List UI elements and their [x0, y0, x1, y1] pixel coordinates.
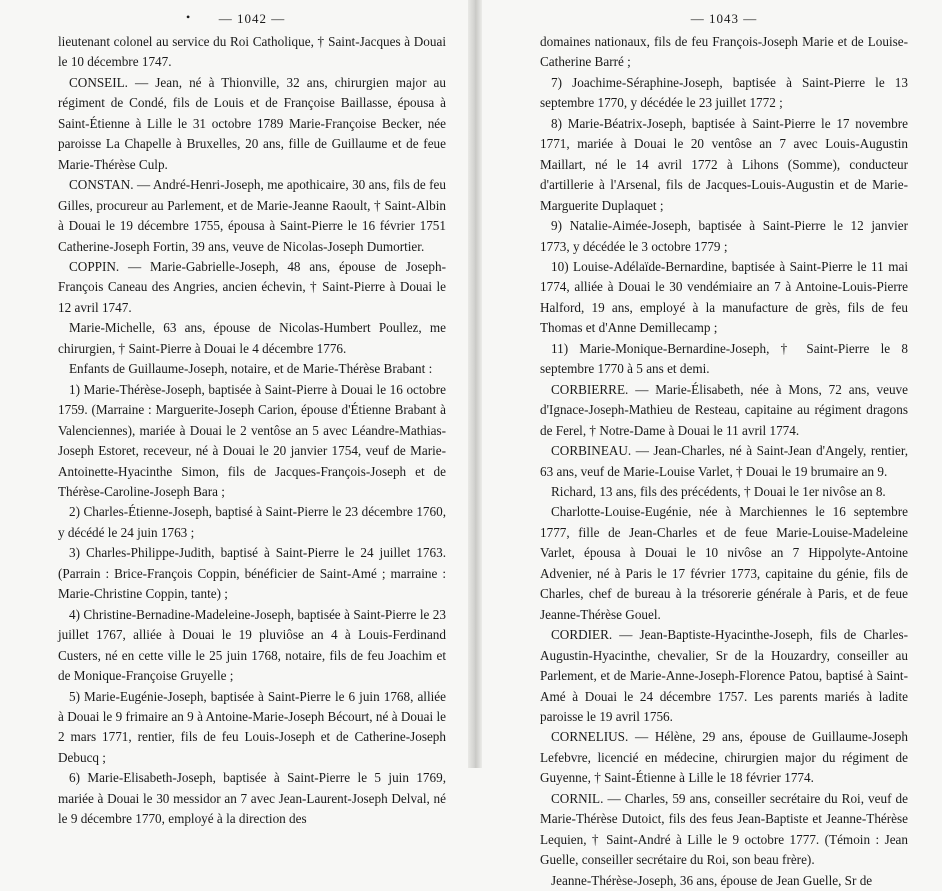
- paragraph: 10) Louise-Adélaïde-Bernardine, baptisée à Saint-Pierre le 11 mai 1774, alliée à Douai le 30 vendémiaire an 7 à Antoine-Louis-Pierre Halford, 19 ans, employé à la manufacture de grès, fils de feu Thomas et d'Anne Demillecamp ;: [540, 258, 908, 336]
- paragraph: CORDIER. — Jean-Baptiste-Hyacinthe-Joseph, fils de Charles-Augustin-Hyacinthe, chevalier, Sr de la Houzardry, conseiller au Parlement, et de Marie-Anne-Joseph-Florence Patou, baptisé à Saint-Amé à Douai le 24 décembre 1757. Les parents mariés à ladite paroisse le 19 avril 1756.: [540, 627, 908, 724]
- paragraph: 7) Joachime-Séraphine-Joseph, baptisée à Saint-Pierre le 13 septembre 1770, y décédée le 23 juillet 1772 ;: [540, 74, 908, 111]
- left-page: [58, 8, 446, 827]
- paragraph: 1) Marie-Thérèse-Joseph, baptisée à Saint-Pierre à Douai le 16 octobre 1759. (Marraine : Marguerite-Joseph Carion, épouse d'Étienne Brabant à Valenciennes), mariée à Douai le 2 ventôse an 5 avec Léandre-Mathias-Joseph Estoret, receveur, né à Douai le 20 janvier 1754, veuf de Marie-Antoinette-Hyacinthe Simon, fils de Jacques-François-Joseph et de Thérèse-Caroline-Joseph Bara ;: [58, 381, 446, 499]
- paragraph: CORBIERRE. — Marie-Élisabeth, née à Mons, 72 ans, veuve d'Ignace-Joseph-Mathieu de Resteau, capitaine au régiment dragons de Ferel, † Notre-Dame à Douai le 11 avril 1774.: [540, 381, 908, 438]
- paragraph: Richard, 13 ans, fils des précédents, † Douai le 1er nivôse an 8.: [551, 483, 886, 499]
- paragraph: CORBINEAU. — Jean-Charles, né à Saint-Jean d'Angely, rentier, 63 ans, veuf de Marie-Louise Varlet, † Douai le 19 brumaire an 9.: [540, 443, 908, 479]
- paragraph: CORNIL. — Charles, 59 ans, conseiller secrétaire du Roi, veuf de Marie-Thérèse Dutoict, fils des feus Jean-Baptiste et Jeanne-Thérèse Lequien, † Saint-André à Lille le 9 octobre 1777. (Témoin : Jean Guelle, conseiller secrétaire du Roi, son beau frère).: [540, 790, 908, 868]
- paragraph: Marie-Michelle, 63 ans, épouse de Nicolas-Humbert Poullez, me chirurgien, † Saint-Pierre à Douai le 4 décembre 1776.: [58, 320, 446, 356]
- right-page-body: [540, 32, 908, 891]
- paragraph: 2) Charles-Étienne-Joseph, baptisé à Saint-Pierre le 23 décembre 1760, y décédé le 24 juin 1763 ;: [58, 504, 446, 540]
- paragraph: 3) Charles-Philippe-Judith, baptisé à Saint-Pierre le 24 juillet 1763. (Parrain : Brice-François Coppin, bénéficier de Saint-Amé ; marraine : Marie-Christine Coppin, tante) ;: [58, 545, 446, 602]
- paragraph: COPPIN. — Marie-Gabrielle-Joseph, 48 ans, épouse de Joseph-François Caneau des Angries, ancien échevin, † Saint-Pierre à Douai le 12 avril 1747.: [58, 258, 446, 315]
- book-gutter: [468, 0, 482, 768]
- paragraph: Enfants de Guillaume-Joseph, notaire, et de Marie-Thérèse Brabant :: [69, 361, 433, 377]
- paragraph: lieutenant colonel au service du Roi Catholique, † Saint-Jacques à Douai le 10 décembre 1747.: [58, 34, 446, 70]
- left-page-number: — 1042 —: [218, 11, 286, 26]
- right-page-number: — 1043 —: [690, 11, 758, 26]
- left-page-body: [58, 32, 446, 830]
- paragraph: 4) Christine-Bernadine-Madeleine-Joseph, baptisée à Saint-Pierre le 23 juillet 1767, alliée à Douai le 19 pluviôse an 4 à Louis-Ferdinand Custers, né en cette ville le 25 juin 1768, notaire, fils de feu Joachim et de Monique-Françoise Gruyelle ;: [58, 606, 446, 684]
- right-page: [540, 8, 908, 888]
- paragraph: CORNELIUS. — Hélène, 29 ans, épouse de Guillaume-Joseph Lefebvre, licencié en médecine, chirurgien major du régiment de Guyenne, † Saint-Étienne à Lille le 18 février 1774.: [540, 729, 908, 786]
- paragraph: Charlotte-Louise-Eugénie, née à Marchiennes le 16 septembre 1777, fille de Jean-Charles et de feue Marie-Louise-Madeleine Varlet, épousa à Douai le 10 nivôse an 7 Hippolyte-Antoine Advenier, né à Paris le 17 février 1773, capitaine du génie, fils de Charles, chef de bureau à la trésorerie générale à Paris, et de feue Jeanne-Thérèse Gouel.: [540, 504, 908, 622]
- paragraph: 6) Marie-Elisabeth-Joseph, baptisée à Saint-Pierre le 5 juin 1769, mariée à Douai le 30 messidor an 7 avec Jean-Laurent-Joseph Delval, né le 9 décembre 1770, employé à la direction des: [58, 770, 446, 827]
- paragraph: Jeanne-Thérèse-Joseph, 36 ans, épouse de Jean Guelle, Sr de: [551, 872, 873, 888]
- paragraph: CONSEIL. — Jean, né à Thionville, 32 ans, chirurgien major au régiment de Condé, fils de Louis et de Françoise Baillasse, épousa à Saint-Étienne à Lille le 31 octobre 1789 Marie-Françoise Becker, née paroisse La Chapelle à Bruxelles, 20 ans, fille de Guillaume et de feue Marie-Thérèse Culp.: [58, 74, 446, 172]
- margin-mark: •: [186, 10, 191, 24]
- paragraph: CONSTAN. — André-Henri-Joseph, me apothicaire, 30 ans, fils de feu Gilles, procureur au Parlement, et de Marie-Jeanne Raoult, † Saint-Albin à Douai le 19 décembre 1755, épousa à Saint-Pierre le 16 février 1751 Catherine-Joseph Fortin, 39 ans, veuve de Nicolas-Joseph Dumortier.: [58, 177, 446, 254]
- paragraph: 5) Marie-Eugénie-Joseph, baptisée à Saint-Pierre le 6 juin 1768, alliée à Douai le 9 frimaire an 9 à Antoine-Marie-Joseph Bécourt, né à Douai le 2 mars 1771, rentier, fils de feu Louis-Joseph et de Catherine-Joseph Debucq ;: [58, 688, 446, 765]
- paragraph: 11) Marie-Monique-Bernardine-Joseph, † Saint-Pierre le 8 septembre 1770 à 5 ans et demi.: [540, 340, 908, 377]
- paragraph: 8) Marie-Béatrix-Joseph, baptisée à Saint-Pierre le 17 novembre 1771, mariée à Douai le 20 ventôse an 7 avec Louis-Augustin Maillart, né le 14 avril 1772 à Lihons (Somme), conducteur d'artillerie à l'Arsenal, fils de Jacques-Louis-Augustin et de Marie-Marguerite Duplaquet ;: [540, 115, 908, 213]
- paragraph: domaines nationaux, fils de feu François-Joseph Marie et de Louise-Catherine Barré ;: [540, 34, 908, 70]
- paragraph: 9) Natalie-Aimée-Joseph, baptisée à Saint-Pierre le 12 janvier 1773, y décédée le 3 octobre 1779 ;: [540, 218, 908, 254]
